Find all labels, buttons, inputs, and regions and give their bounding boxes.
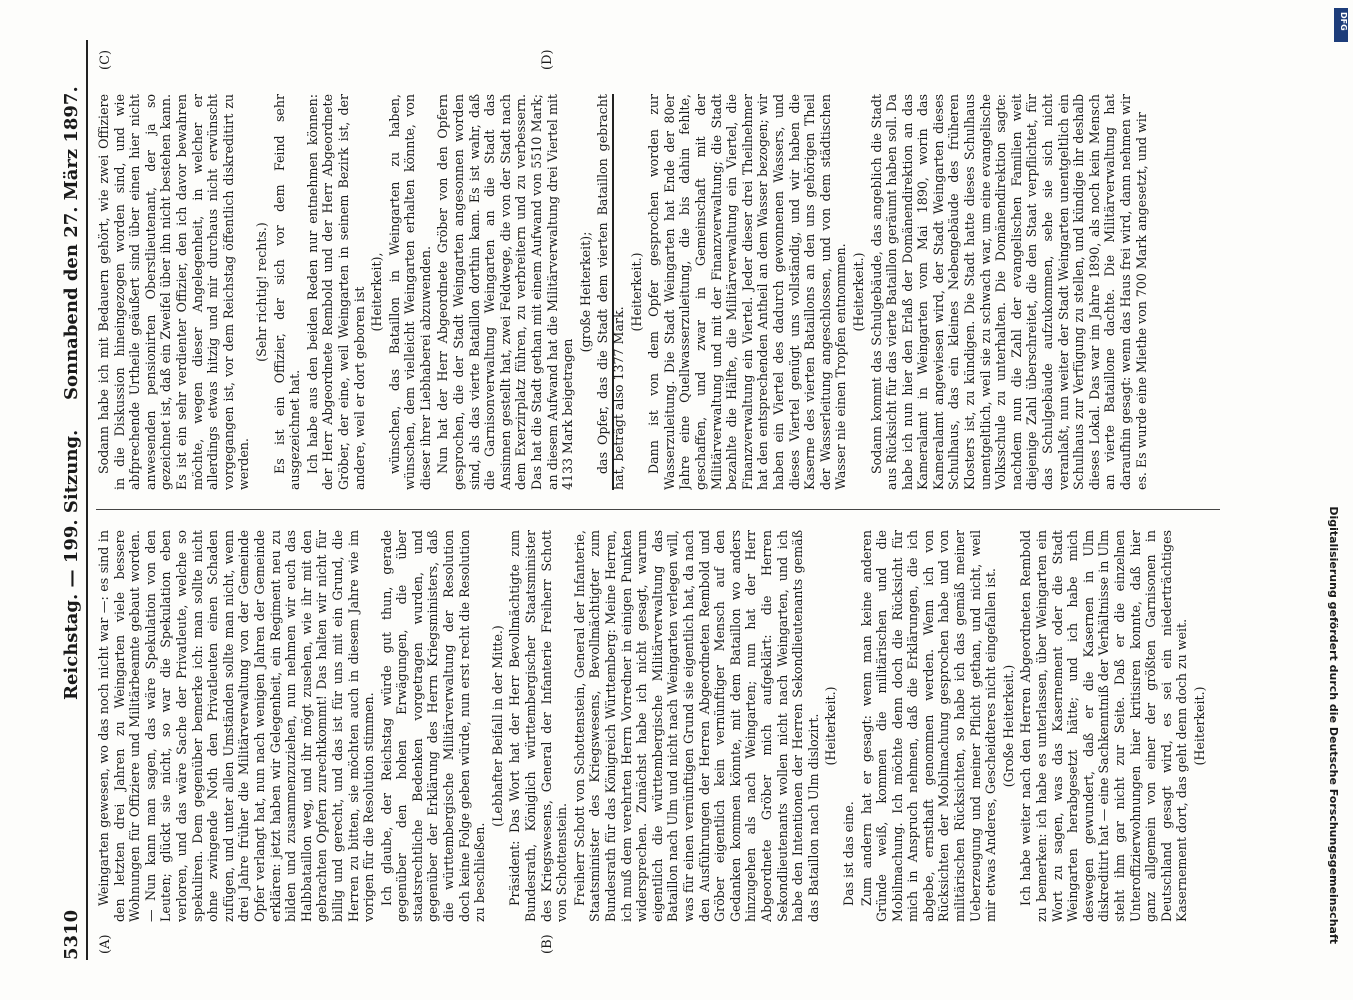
interjection: (Lebhafter Beifall in der Mitte.) [489,625,505,827]
dfg-logo [1334,8,1348,42]
page-number: 5310 [61,909,82,960]
interjection: (Heiterkeit.) [1191,686,1207,766]
paragraph: Sodann habe ich mit Bedauern gehört, wie zwei Offiziere in die Diskussion hineingezogen worden sind, und wie abfprechende Urtheile geäußert sind über einen hier nicht anwesenden pensionirten Oberstlieutenant, der ja so gezeichnet ist, daß ein Zweifel über ihn nicht bestehen kann. Es ist ein sehr verdienter Offizier, den ich davor bewahren möchte, wegen dieser Angelegenheit, in welcher er allerdings etwas hitzig und mir durchaus nicht erwünscht vorgegangen ist, vor dem Reichstag öffentlich diskreditirt zu werden. [96,94,252,490]
session-date: Sonnabend den 27. März 1897. [61,86,82,400]
page-header [52,40,88,960]
margin-marker-d: (D) [540,49,555,70]
paragraph: Es ist ein Offizier, der sich vor dem Feind sehr ausgezeichnet hat. [271,94,303,490]
paragraph: das Opfer, das die Stadt dem vierten Bataillon gebracht hat, beträgt also 1377 Mark. [595,94,626,490]
digitization-credit [1322,10,1342,990]
column-rule [96,509,1220,510]
interjection: (Heiterkeit.) [628,252,644,332]
credit-text: Digitalisierung gefördert durch die Deutsche Forschungsgemeinschaft [1327,506,1340,944]
right-column [96,94,1220,490]
margin-marker-a: (A) [98,934,113,954]
paragraph: Ich glaube, der Reichstag würde gut thun, gerade gegenüber den hohen Erwägungen, die über staatsrechtliche Bedenken vorgetragen wurden, und gegenüber der Erklärung des Herrn Kriegsministers, daß die württembergische Militärverwaltung der Resolution doch keine Folge geben würde, nun erst recht die Resolution zu beschließen. [378,530,488,922]
interjection: (Sehr richtig! rechts.) [253,222,269,362]
paragraph: wünschen, das Bataillon in Weingarten zu haben, wünschen, dem vielleicht Weingarten erhalten könnte, von dieser ihrer Liebhaberei abzuwenden. [386,94,433,490]
paragraph: Weingarten gewesen, wo das noch nicht war —: es sind in den letzten drei Jahren zu Weingarten viele bessere Wohnungen für Offiziere und Militärbeamte gebaut worden. — Nun kann man sagen, das wäre Spekulation von den Leuten; glückt sie nicht, so war die Spekulation eben verloren, und das wäre Sache der Privatleute, welche so spekuliren. Dem gegenüber bemerke ich: man sollte nicht ohne zwingende Noth den Privatleuten einen Schaden zufügen, und unter allen Umständen sollte man nicht, wenn drei Jahre früher die Militärverwaltung von der Gemeinde Opfer verlangt hat, nun nach wenigen Jahren der Gemeinde erklären: jetzt haben wir Gelegenheit, ein Regiment neu zu bilden und zusammenzuziehen, nun nehmen wir euch das Halbbataillon weg, und ihr mögt zusehen, wie ihr mit den gebrachten Opfern zurechtkommt! Das halten wir nicht für billig und gerecht, und das ist für uns mit ein Grund, die Herren zu bitten, sie möchten auch in diesem Jahre wie im vorigen für die Resolution stimmen. [96,530,377,922]
session-title: Reichstag. — 199. Sitzung. [61,429,82,700]
paragraph: Das ist das eine. [840,801,856,906]
paragraph: Präsident: Das Wort hat der Herr Bevollmächtigte zum Bundesrath, Königlich württembergischer Staatsminister des Kriegswesens, General der Infanterie Freiherr Schott von Schottenstein. [507,530,570,922]
paragraph: Dann ist von dem Opfer gesprochen worden zur Wasserzuleitung. Die Stadt Weingarten hat Ende der 80er Jahre eine Quellwasserzuleitung, die bis dahin fehlte, geschaffen, und zwar in Gemeinschaft mit der Militärverwaltung und mit der Finanzverwaltung; die Stadt bezahlte die Hälfte, die Militärverwaltung ein Viertel, die Finanzverwaltung ein Viertel. Jeder dieser drei Theilnehmer hat den entsprechenden Antheil an dem Wasser bezogen; wir haben ein Viertel des dadurch gewonnenen Wassers, und dieses Viertel genügt uns vollständig, und wir haben die Kaserne des vierten Bataillons an den uns gehörigen Theil der Wasserleitung angeschlossen, und von dem städtischen Wasser nie einen Tropfen entnommen. [646,94,849,490]
margin-marker-c: (C) [98,49,113,70]
interjection: (Heiterkeit.) [823,686,839,766]
paragraph: Freiherr Schott von Schottenstein, General der Infanterie, Staatsminister des Kriegswesens, Bevollmächtigter zum Bundesrath für das Königreich Württemberg: Meine Herren, ich muß dem verehrten Herrn Vorredner in einigen Punkten widersprechen. Zunächst habe ich nicht gesagt, warum eigentlich die württembergische Militärverwaltung das Bataillon nach Ulm und nicht nach Weingarten verlegen will, was für einen vernünftigen Grund sie eigentlich hat, da nach den Ausführungen der Herren Abgeordneten Rembold und Gröber eigentlich kein vernünftiger Mensch auf den Gedanken kommen könnte, mit dem Bataillon wo anders hinzugehen als nach Weingarten; nun hat der Herr Abgeordnete Gröber mich aufgeklärt: die Herren Sekondlieutenants wollen nicht nach Weingarten, und ich habe den Intentionen der Herren Sekondlieutenants gemäß das Bataillon nach Ulm dislozirt. [571,530,821,922]
margin-marker-b: (B) [540,934,555,954]
logo-text: DFG [1339,12,1348,31]
paragraph: Ich habe weiter nach den Herren Abgeordneten Rembold zu bemerken: ich habe es unterlassen, über Weingarten ein Wort zu sagen, was das Kasernement oder die Stadt Weingarten herabgesetzt hätte; und ich habe mich deswegen gewundert, daß er die Kasernen in Ulm diskreditirt hat — eine Sachkenntniß der Verhältnisse in Ulm steht ihm gar nicht zur Seite. Daß er die einzelnen Unteroffizierwohnungen hier kritisiren konnte, daß hier ganz allgemein von einer der größten Garnisonen in Deutschland gesagt wird, es sei ein niederträchtiges Kasernement dort, das geht denn doch zu weit. [1018,530,1190,922]
interjection: (große Heiterkeit); [577,231,593,353]
interjection: (Heiterkeit.) [850,252,866,332]
paragraph: Nun hat der Herr Abgeordnete Gröber von den Opfern gesprochen, die der Stadt Weingarten angesonnen worden sind, als das vierte Bataillon dorthin kam. Es ist wahr, daß die Garnisonverwaltung Weingarten an die Stadt das Ansinnen gestellt hat, zwei Feldwege, die von der Stadt nach dem Exerzirplatz führen, zu verbreitern und zu verbessern. Das hat die Stadt gethan mit einem Aufwand von 5510 Mark; an diesem Aufwand hat die Militärverwaltung drei Viertel mit 4133 Mark beigetragen [435,94,576,490]
left-column [96,530,1220,922]
interjection: (Große Heiterkeit.) [1000,664,1016,788]
paragraph: Sodann kommt das Schulgebäude, das angeblich die Stadt aus Rücksicht für das vierte Bataillon geräumt haben soll. Da habe ich nun hier den Erlaß der Domänendirektion an das Kameralamt in Weingarten vom Mai 1890, worin das Kameralamt angewiesen wird, der Stadt Weingarten dieses Schulhaus, das ein kleines Nebengebäude des früheren Klosters ist, zu kündigen. Die Stadt hatte dieses Schulhaus unentgeltlich, weil sie zu schwach war, um eine evangelische Volksschule zu unterhalten. Die Domänendirektion sagte: nachdem nun die Zahl der evangelischen Familien weit diejenige Zahl überschreitet, die den Staat verpflichtet, für das Schulgebäude aufzukommen, sehe sie sich nicht veranlaßt, nun weiter der Stadt Weingarten unentgeltlich ein Schulhaus zur Verfügung zu stellen, und kündige ihr deshalb dieses Lokal. Das war im Jahre 1890, als noch kein Mensch an vierte Bataillone dachte. Die Militärverwaltung hat daraufhin gesagt: wenn das Haus frei wird, dann nehmen wir es. Es wurde eine Miethe von 700 Mark angesetzt, und wir [868,94,1149,490]
paragraph: Ich habe aus den beiden Reden nur entnehmen können: der Herr Abgeordnete Rembold und der Herr Abgeordnete Gröber, der eine, weil Weingarten in seinem Bezirk ist, der andere, weil er dort geboren ist [304,94,367,490]
interjection: (Heiterkeit), [369,252,385,332]
paragraph: Zum andern hat er gesagt: wenn man keine anderen Gründe weiß, kommen die militärischen und die Mobilmachung. Ich möchte denn doch die Rücksicht für mich in Anspruch nehmen, daß die Erklärungen, die ich abgebe, ernsthaft genommen werden. Wenn ich von Rücksichten der Mobilmachung gesprochen habe und von militärischen Rücksichten, so habe ich das gemäß meiner Ueberzeugung und meiner Pflicht gethan, und nicht, weil mir etwas Anderes, Gescheidteres nicht eingefallen ist. [858,530,999,922]
